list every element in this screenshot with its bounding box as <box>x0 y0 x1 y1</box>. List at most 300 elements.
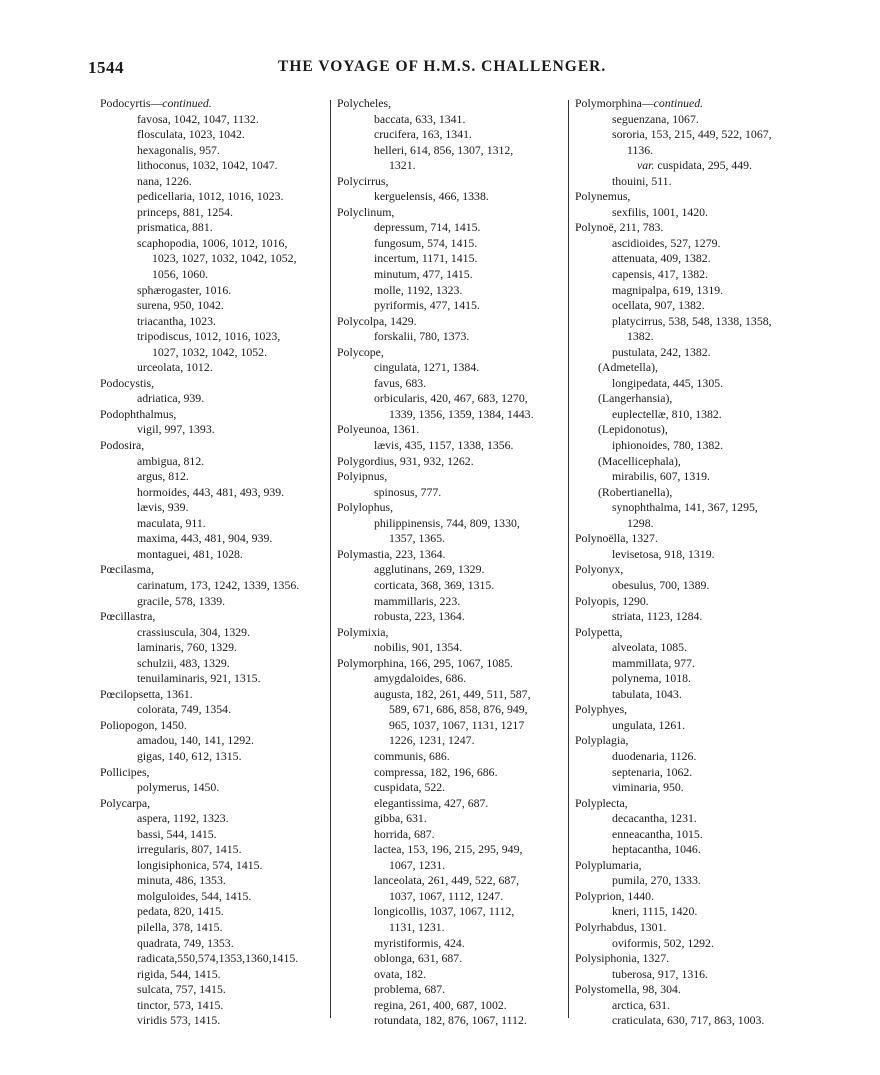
entry-text: 1037, 1067, 1112, 1247. <box>389 888 504 903</box>
entry-text: scaphopodia, 1006, 1012, 1016, <box>137 235 288 250</box>
index-entry <box>337 283 559 299</box>
entry-text: septenaria, 1062. <box>612 764 693 779</box>
entry-text: Polyplecta, <box>575 795 628 810</box>
entry-text: iphionoides, 780, 1382. <box>612 438 724 453</box>
entry-text: viminaria, 950. <box>612 780 684 795</box>
entry-text: problema, 687. <box>374 982 446 997</box>
index-column-2 <box>337 96 559 1029</box>
index-entry <box>100 578 322 594</box>
entry-text: 1226, 1231, 1247. <box>389 733 475 748</box>
index-entry <box>575 609 805 625</box>
index-entry <box>337 765 559 781</box>
index-entry <box>100 205 322 221</box>
index-entry <box>100 811 322 827</box>
entry-text: (Admetella), <box>598 360 658 375</box>
entry-text: enneacantha, 1015. <box>612 826 703 841</box>
entry-text: longicollis, 1037, 1067, 1112, <box>374 904 515 919</box>
entry-text: incertum, 1171, 1415. <box>374 251 478 266</box>
entry-text: Polymastia, 223, 1364. <box>337 546 446 561</box>
continued-marker: continued. <box>653 96 704 110</box>
entry-text: 1357, 1365. <box>389 531 446 546</box>
entry-text: kneri, 1115, 1420. <box>612 904 698 919</box>
index-entry <box>575 780 805 796</box>
index-entry <box>575 516 805 532</box>
entry-text: ungulata, 1261. <box>612 717 686 732</box>
index-entry <box>575 376 805 392</box>
entry-text: amygdaloides, 686. <box>374 671 467 686</box>
index-entry <box>575 454 805 470</box>
entry-text: Polyprion, 1440. <box>575 888 654 903</box>
index-entry <box>337 158 559 174</box>
entry-text: ambigua, 812. <box>137 453 205 468</box>
index-entry <box>337 407 559 423</box>
index-entry <box>337 143 559 159</box>
entry-text: tenuilaminaris, 921, 1315. <box>137 671 261 686</box>
entry-text: Podosira, <box>100 438 145 453</box>
index-entry <box>337 687 559 703</box>
index-entry <box>337 594 559 610</box>
index-entry <box>575 407 805 423</box>
index-entry <box>337 858 559 874</box>
entry-text: 1067, 1231. <box>389 857 446 872</box>
entry-text: mirabilis, 607, 1319. <box>612 469 710 484</box>
index-heading <box>575 562 805 578</box>
entry-text: aspera, 1192, 1323. <box>137 811 229 826</box>
entry-text: Polygordius, 931, 932, 1262. <box>337 453 474 468</box>
index-entry <box>100 112 322 128</box>
entry-text: philippinensis, 744, 809, 1330, <box>374 515 520 530</box>
index-entry <box>100 625 322 641</box>
entry-text: Polyplagia, <box>575 733 629 748</box>
entry-text: craticulata, 630, 717, 863, 1003. <box>612 1013 765 1028</box>
index-heading <box>100 562 322 578</box>
index-heading <box>337 500 559 516</box>
index-entry <box>100 671 322 687</box>
entry-text: orbicularis, 420, 467, 683, 1270, <box>374 391 528 406</box>
index-entry <box>337 749 559 765</box>
entry-text: Polyphyes, <box>575 702 628 717</box>
entry-text: irregularis, 807, 1415. <box>137 842 242 857</box>
entry-text: rigida, 544, 1415. <box>137 966 221 981</box>
index-entry <box>575 205 805 221</box>
index-heading <box>100 718 322 734</box>
index-entry <box>100 951 322 967</box>
index-entry <box>100 283 322 299</box>
index-entry <box>337 702 559 718</box>
entry-text: lævis, 939. <box>137 500 189 515</box>
index-heading <box>100 765 322 781</box>
entry-text: euplectellæ, 810, 1382. <box>612 406 722 421</box>
entry-text: laminaris, 760, 1329. <box>137 640 237 655</box>
index-entry <box>100 842 322 858</box>
entry-text: 1136. <box>627 142 654 157</box>
index-entry <box>337 640 559 656</box>
index-entry <box>575 904 805 920</box>
entry-text: Pœcilasma, <box>100 562 155 577</box>
entry-text: Polycarpa, <box>100 795 151 810</box>
index-heading <box>337 314 559 330</box>
entry-text: Podophthalmus, <box>100 406 177 421</box>
index-entry <box>337 827 559 843</box>
entry-text: tuberosa, 917, 1316. <box>612 966 708 981</box>
entry-text: pedicellaria, 1012, 1016, 1023. <box>137 189 284 204</box>
index-column-1 <box>100 96 322 1029</box>
index-entry <box>100 360 322 376</box>
index-entry <box>100 189 322 205</box>
index-heading <box>575 858 805 874</box>
index-entry <box>100 158 322 174</box>
entry-text: capensis, 417, 1382. <box>612 267 708 282</box>
entry-text: spinosus, 777. <box>374 484 442 499</box>
index-entry <box>337 220 559 236</box>
entry-text: cuspidata, 522. <box>374 780 446 795</box>
index-entry <box>100 749 322 765</box>
index-heading <box>337 656 559 672</box>
index-entry <box>575 236 805 252</box>
index-entry <box>100 967 322 983</box>
entry-text: viridis 573, 1415. <box>137 1013 221 1028</box>
index-heading <box>100 687 322 703</box>
entry-text: longisiphonica, 574, 1415. <box>137 857 263 872</box>
entry-text: Polyclinum, <box>337 204 395 219</box>
entry-text: 965, 1037, 1067, 1131, 1217 <box>389 717 525 732</box>
entry-text: pyriformis, 477, 1415. <box>374 298 480 313</box>
entry-text: decacantha, 1231. <box>612 811 697 826</box>
index-entry <box>100 889 322 905</box>
entry-text: arctica, 631. <box>612 997 670 1012</box>
entry-text: 1023, 1027, 1032, 1042, 1052, <box>152 251 297 266</box>
index-entry <box>337 780 559 796</box>
entry-text: ovata, 182. <box>374 966 427 981</box>
index-heading <box>575 920 805 936</box>
index-entry <box>100 485 322 501</box>
entry-text: Polynoë, 211, 783. <box>575 220 664 235</box>
index-entry <box>337 485 559 501</box>
index-heading <box>575 889 805 905</box>
entry-text: polynema, 1018. <box>612 671 691 686</box>
index-entry <box>100 391 322 407</box>
entry-text: helleri, 614, 856, 1307, 1312, <box>374 142 514 157</box>
entry-text: princeps, 881, 1254. <box>137 204 233 219</box>
index-entry <box>337 811 559 827</box>
entry-text: 1339, 1356, 1359, 1384, 1443. <box>389 406 534 421</box>
index-entry <box>337 936 559 952</box>
entry-text: carinatum, 173, 1242, 1339, 1356. <box>137 577 300 592</box>
index-entry <box>575 811 805 827</box>
entry-text: Polynemus, <box>575 189 631 204</box>
entry-text: horrida, 687. <box>374 826 435 841</box>
index-entry <box>337 733 559 749</box>
entry-text: elegantissima, 427, 687. <box>374 795 489 810</box>
index-entry <box>100 345 322 361</box>
column-divider <box>568 100 569 1018</box>
entry-text: 1321. <box>389 158 416 173</box>
index-entry <box>337 112 559 128</box>
index-entry <box>100 500 322 516</box>
entry-text: 589, 671, 686, 858, 876, 949, <box>389 702 528 717</box>
entry-text: pustulata, 242, 1382. <box>612 344 711 359</box>
index-entry <box>100 469 322 485</box>
index-heading <box>575 96 805 112</box>
index-entry <box>337 298 559 314</box>
index-entry <box>100 298 322 314</box>
entry-text: surena, 950, 1042. <box>137 298 224 313</box>
entry-text: cingulata, 1271, 1384. <box>374 360 480 375</box>
entry-text: nobilis, 901, 1354. <box>374 640 463 655</box>
entry-text: urceolata, 1012. <box>137 360 213 375</box>
index-entry <box>337 329 559 345</box>
entry-text: radicata,550,574,1353,1360,1415. <box>137 951 299 966</box>
entry-text: maxima, 443, 481, 904, 939. <box>137 531 273 546</box>
index-entry <box>575 438 805 454</box>
entry-text: Pœcilopsetta, 1361. <box>100 686 193 701</box>
entry-text: Poliopogon, 1450. <box>100 717 187 732</box>
entry-text: montaguei, 481, 1028. <box>137 546 243 561</box>
entry-text: striata, 1123, 1284. <box>612 609 703 624</box>
index-entry <box>337 267 559 283</box>
entry-text: Polypetta, <box>575 624 623 639</box>
index-entry <box>575 267 805 283</box>
index-entry <box>337 982 559 998</box>
entry-text: Polynoëlla, 1327. <box>575 531 658 546</box>
index-heading <box>575 796 805 812</box>
index-entry <box>337 998 559 1014</box>
entry-text: ascidioides, 527, 1279. <box>612 235 721 250</box>
entry-text: thouini, 511. <box>612 173 672 188</box>
variety-marker: var. <box>637 158 655 173</box>
index-entry <box>100 594 322 610</box>
index-entry <box>100 422 322 438</box>
entry-text: oviformis, 502, 1292. <box>612 935 714 950</box>
index-heading <box>337 547 559 563</box>
index-entry <box>100 143 322 159</box>
entry-text: prismatica, 881. <box>137 220 213 235</box>
index-entry <box>575 112 805 128</box>
index-entry <box>575 314 805 330</box>
entry-text: favus, 683. <box>374 375 427 390</box>
entry-text: sulcata, 757, 1415. <box>137 982 226 997</box>
index-entry <box>100 998 322 1014</box>
entry-text: tripodiscus, 1012, 1016, 1023, <box>137 329 281 344</box>
index-entry <box>337 842 559 858</box>
entry-text: 1027, 1032, 1042, 1052. <box>152 344 268 359</box>
entry-text: 1056, 1060. <box>152 267 209 282</box>
index-entry <box>337 562 559 578</box>
index-entry <box>337 236 559 252</box>
index-heading <box>575 982 805 998</box>
entry-text: longipedata, 445, 1305. <box>612 375 724 390</box>
entry-text: communis, 686. <box>374 748 450 763</box>
index-entry <box>575 360 805 376</box>
index-heading <box>100 609 322 625</box>
index-entry <box>100 236 322 252</box>
index-heading <box>100 438 322 454</box>
index-heading <box>100 407 322 423</box>
entry-text: minutum, 477, 1415. <box>374 267 473 282</box>
index-entry <box>337 127 559 143</box>
index-entry <box>100 314 322 330</box>
entry-text: tinctor, 573, 1415. <box>137 997 224 1012</box>
index-entry <box>100 267 322 283</box>
entry-text: tabulata, 1043. <box>612 686 682 701</box>
entry-text: fungosum, 574, 1415. <box>374 235 478 250</box>
entry-text: sororia, 153, 215, 449, 522, 1067, <box>612 127 772 142</box>
index-heading <box>337 345 559 361</box>
entry-text: maculata, 911. <box>137 515 206 530</box>
entry-text: colorata, 749, 1354. <box>137 702 232 717</box>
index-entry <box>100 982 322 998</box>
index-heading <box>575 951 805 967</box>
entry-text: Polyipnus, <box>337 469 388 484</box>
entry-text: Polyrhabdus, 1301. <box>575 919 667 934</box>
entry-text: Polysiphonia, 1327. <box>575 951 670 966</box>
index-heading <box>337 174 559 190</box>
entry-text: Polycirrus, <box>337 173 389 188</box>
entry-text: robusta, 223, 1364. <box>374 609 465 624</box>
index-heading <box>337 469 559 485</box>
entry-text: kerguelensis, 466, 1338. <box>374 189 489 204</box>
entry-text: compressa, 182, 196, 686. <box>374 764 498 779</box>
entry-text: adriatica, 939. <box>137 391 205 406</box>
index-entry <box>337 609 559 625</box>
index-entry <box>337 873 559 889</box>
entry-text: heptacantha, 1046. <box>612 842 701 857</box>
entry-text: crassiuscula, 304, 1329. <box>137 624 251 639</box>
index-entry <box>337 796 559 812</box>
entry-text: sexfilis, 1001, 1420. <box>612 204 709 219</box>
entry-text: Polyopis, 1290. <box>575 593 649 608</box>
entry-text: ocellata, 907, 1382. <box>612 298 705 313</box>
entry-text: crucifera, 163, 1341. <box>374 127 472 142</box>
entry-text: pilella, 378, 1415. <box>137 919 223 934</box>
entry-text: hexagonalis, 957. <box>137 142 220 157</box>
entry-text: minuta, 486, 1353. <box>137 873 226 888</box>
entry-text: amadou, 140, 141, 1292. <box>137 733 254 748</box>
index-entry <box>575 749 805 765</box>
index-entry <box>100 516 322 532</box>
entry-text: (Macellicephala), <box>598 453 681 468</box>
entry-text: myristiformis, 424. <box>374 935 465 950</box>
index-entry <box>100 920 322 936</box>
entry-text: molle, 1192, 1323. <box>374 282 463 297</box>
entry-text: forskalii, 780, 1373. <box>374 329 470 344</box>
index-entry <box>575 469 805 485</box>
index-entry <box>337 718 559 734</box>
entry-text: triacantha, 1023. <box>137 313 216 328</box>
index-entry <box>575 422 805 438</box>
entry-text: 1382. <box>627 329 654 344</box>
index-entry <box>575 158 805 174</box>
index-entry <box>100 220 322 236</box>
entry-text: quadrata, 749, 1353. <box>137 935 234 950</box>
entry-text: lanceolata, 261, 449, 522, 687, <box>374 873 520 888</box>
continued-marker: continued. <box>162 96 212 110</box>
index-entry <box>575 547 805 563</box>
entry-text: Polycheles, <box>337 96 392 110</box>
entry-text: augusta, 182, 261, 449, 511, 587, <box>374 686 531 701</box>
entry-text: baccata, 633, 1341. <box>374 111 466 126</box>
index-heading <box>337 422 559 438</box>
index-entry <box>337 251 559 267</box>
index-entry <box>100 873 322 889</box>
index-entry <box>575 143 805 159</box>
index-entry <box>575 656 805 672</box>
index-heading <box>337 205 559 221</box>
index-entry <box>575 827 805 843</box>
index-entry <box>575 174 805 190</box>
entry-text: argus, 812. <box>137 469 189 484</box>
index-entry <box>575 998 805 1014</box>
entry-text: lactea, 153, 196, 215, 295, 949, <box>374 842 523 857</box>
index-heading <box>575 733 805 749</box>
page-number: 1544 <box>88 58 124 77</box>
index-entry <box>100 127 322 143</box>
entry-text: Polymixia, <box>337 624 389 639</box>
index-entry <box>337 531 559 547</box>
entry-text: depressum, 714, 1415. <box>374 220 481 235</box>
index-entry <box>575 329 805 345</box>
index-heading <box>100 796 322 812</box>
entry-text: Polystomella, 98, 304. <box>575 982 681 997</box>
entry-text: attenuata, 409, 1382. <box>612 251 711 266</box>
index-entry <box>575 500 805 516</box>
index-entry <box>575 936 805 952</box>
entry-text: molguloides, 544, 1415. <box>137 888 252 903</box>
entry-text: nana, 1226. <box>137 173 192 188</box>
entry-text: Polylophus, <box>337 500 394 515</box>
entry-text: Podocystis, <box>100 375 155 390</box>
entry-text: Polyeunoa, 1361. <box>337 422 420 437</box>
index-entry <box>575 687 805 703</box>
entry-text: (Robertianella), <box>598 484 673 499</box>
index-entry <box>575 640 805 656</box>
entry-text: flosculata, 1023, 1042. <box>137 127 245 142</box>
index-heading <box>100 96 322 112</box>
entry-text: gracile, 578, 1339. <box>137 593 226 608</box>
index-heading <box>337 625 559 641</box>
entry-text: pedata, 820, 1415. <box>137 904 224 919</box>
entry-text: schulzii, 483, 1329. <box>137 655 230 670</box>
index-heading <box>100 376 322 392</box>
entry-text: (Lepidonotus), <box>598 422 668 437</box>
index-entry <box>337 391 559 407</box>
index-entry <box>337 967 559 983</box>
entry-text: corticata, 368, 369, 1315. <box>374 577 495 592</box>
entry-text: cuspidata, 295, 449. <box>657 158 753 173</box>
index-entry <box>337 889 559 905</box>
index-heading <box>337 454 559 470</box>
index-entry <box>575 127 805 143</box>
index-heading <box>575 702 805 718</box>
entry-text: Polymorphina, 166, 295, 1067, 1085. <box>337 655 513 670</box>
entry-text: synophthalma, 141, 367, 1295, <box>612 500 758 515</box>
entry-text: Pollicipes, <box>100 764 150 779</box>
index-entry <box>337 920 559 936</box>
index-entry <box>100 1013 322 1029</box>
index-entry <box>575 298 805 314</box>
index-entry <box>100 827 322 843</box>
index-entry <box>100 858 322 874</box>
index-entry <box>100 733 322 749</box>
index-column-3 <box>575 96 805 1029</box>
index-entry <box>337 438 559 454</box>
entry-text: Polymorphina— <box>575 96 654 110</box>
index-entry <box>100 936 322 952</box>
entry-text: mammillaris, 223. <box>374 593 461 608</box>
index-entry <box>100 454 322 470</box>
index-entry <box>337 360 559 376</box>
index-heading <box>575 594 805 610</box>
